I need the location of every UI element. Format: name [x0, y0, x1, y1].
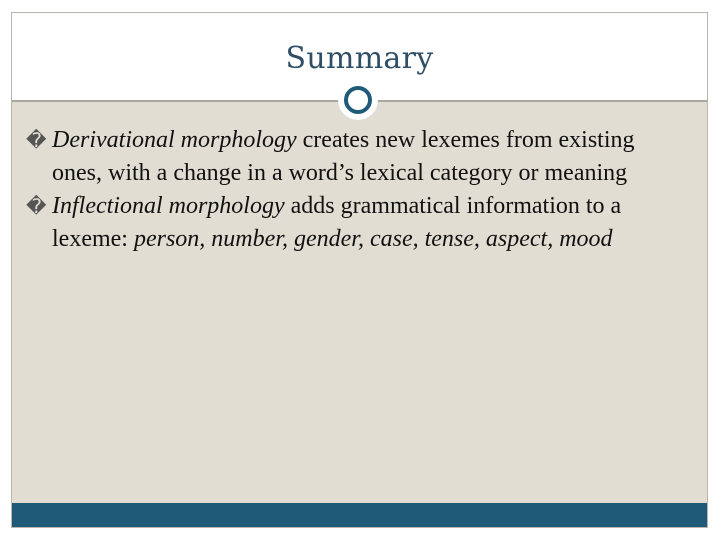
bullet-text: adds grammatical information to a lexeme:: [52, 193, 622, 252]
bullet-term: Inflectional morphology: [52, 193, 285, 219]
bullet-text: creates new lexemes from existing ones, with a change in a word’s lexical category or meaning: [52, 127, 635, 186]
bullet-item: [26, 190, 686, 256]
slide-title: Summary: [285, 41, 434, 76]
bullet-glyph-icon: �: [26, 128, 47, 152]
divider-ring-icon: [344, 86, 372, 114]
bullet-item: [26, 124, 686, 190]
bullet-examples: person, number, gender, case, tense, aspect, mood: [133, 226, 613, 252]
bullet-list: [26, 124, 686, 256]
bullet-term: Derivational morphology: [52, 127, 297, 153]
footer-bar: [12, 503, 707, 527]
bullet-glyph-icon: �: [26, 194, 47, 218]
